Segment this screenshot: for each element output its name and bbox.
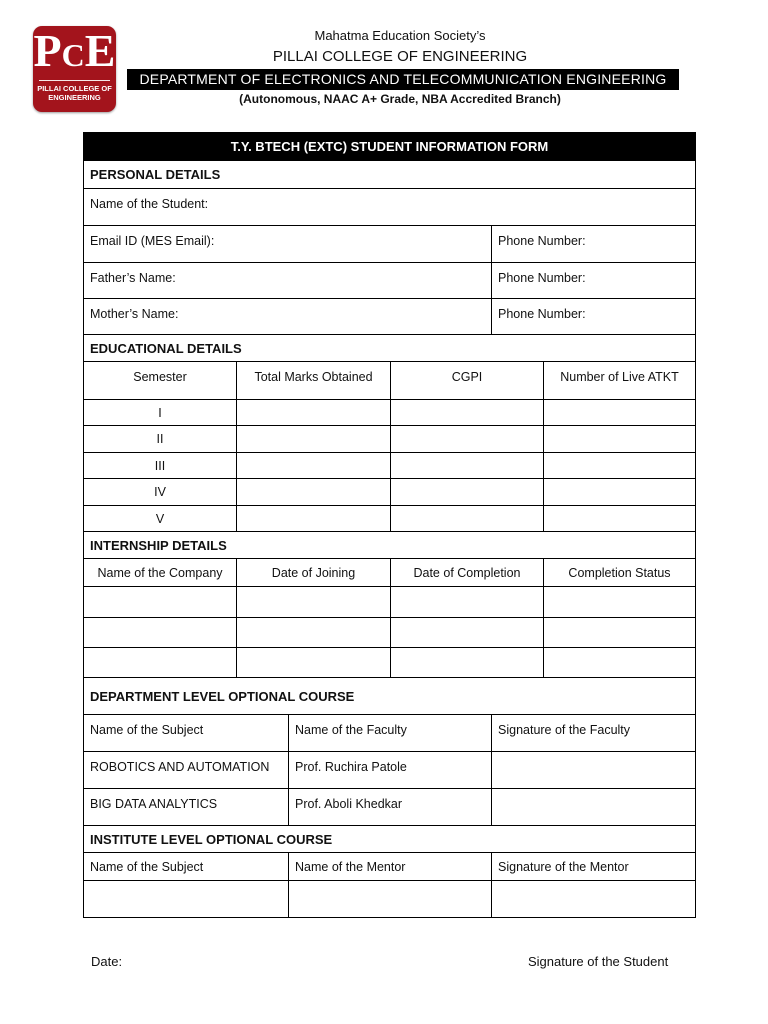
date-label: Date: (91, 954, 123, 969)
joining-date-cell[interactable] (237, 587, 391, 618)
mother-phone-field[interactable]: Phone Number: (492, 299, 696, 335)
intern-col-company: Name of the Company (84, 559, 237, 587)
father-name-field[interactable]: Father’s Name: (84, 263, 492, 299)
semester-label: IV (84, 479, 237, 506)
company-cell[interactable] (84, 587, 237, 618)
intern-col-completion: Date of Completion (391, 559, 544, 587)
inst-subject-cell[interactable] (84, 881, 289, 918)
atkt-cell[interactable] (544, 479, 696, 506)
semester-label: III (84, 453, 237, 479)
dept-course-heading: DEPARTMENT LEVEL OPTIONAL COURSE (84, 678, 696, 715)
joining-date-cell[interactable] (237, 618, 391, 648)
atkt-cell[interactable] (544, 426, 696, 453)
status-cell[interactable] (544, 587, 696, 618)
joining-date-cell[interactable] (237, 648, 391, 678)
student-information-form (83, 132, 695, 918)
personal-details-heading: PERSONAL DETAILS (84, 161, 696, 189)
cgpi-cell[interactable] (391, 426, 544, 453)
student-name-field[interactable]: Name of the Student: (84, 189, 696, 226)
faculty-signature-cell[interactable] (492, 752, 696, 789)
dept-subject-cell: ROBOTICS AND AUTOMATION (84, 752, 289, 789)
college-name: PILLAI COLLEGE OF ENGINEERING (272, 48, 528, 65)
status-cell[interactable] (544, 618, 696, 648)
inst-course-heading: INSTITUTE LEVEL OPTIONAL COURSE (84, 826, 696, 853)
cgpi-cell[interactable] (391, 506, 544, 532)
college-logo (33, 26, 116, 112)
student-signature-label: Signature of the Student (528, 954, 669, 969)
semester-label: I (84, 400, 237, 426)
dept-subject-cell: BIG DATA ANALYTICS (84, 789, 289, 826)
dept-col-signature: Signature of the Faculty (492, 715, 696, 752)
atkt-cell[interactable] (544, 506, 696, 532)
semester-label: II (84, 426, 237, 453)
inst-col-mentor: Name of the Mentor (289, 853, 492, 881)
inst-col-signature: Signature of the Mentor (492, 853, 696, 881)
intern-col-status: Completion Status (544, 559, 696, 587)
semester-label: V (84, 506, 237, 532)
email-field[interactable]: Email ID (MES Email): (84, 226, 492, 263)
marks-cell[interactable] (237, 400, 391, 426)
dept-col-faculty: Name of the Faculty (289, 715, 492, 752)
dept-col-subject: Name of the Subject (84, 715, 289, 752)
atkt-cell[interactable] (544, 400, 696, 426)
marks-cell[interactable] (237, 479, 391, 506)
dept-faculty-cell: Prof. Aboli Khedkar (289, 789, 492, 826)
completion-date-cell[interactable] (391, 618, 544, 648)
cgpi-cell[interactable] (391, 479, 544, 506)
marks-cell[interactable] (237, 506, 391, 532)
dept-faculty-cell: Prof. Ruchira Patole (289, 752, 492, 789)
mother-name-field[interactable]: Mother’s Name: (84, 299, 492, 335)
status-cell[interactable] (544, 648, 696, 678)
mentor-signature-cell[interactable] (492, 881, 696, 918)
intern-col-joining: Date of Joining (237, 559, 391, 587)
logo-divider (39, 80, 110, 81)
father-phone-field[interactable]: Phone Number: (492, 263, 696, 299)
department-banner: DEPARTMENT OF ELECTRONICS AND TELECOMMUNICATION ENGINEERING (127, 69, 679, 90)
form-title: T.Y. BTECH (EXTC) STUDENT INFORMATION FORM (84, 133, 696, 161)
edu-col-semester: Semester (84, 362, 237, 400)
logo-college-name: PILLAI COLLEGE OF ENGINEERING (37, 84, 112, 102)
edu-col-marks: Total Marks Obtained (237, 362, 391, 400)
marks-cell[interactable] (237, 453, 391, 479)
cgpi-cell[interactable] (391, 400, 544, 426)
logo-letters: PCE (33, 25, 116, 76)
student-phone-field[interactable]: Phone Number: (492, 226, 696, 263)
cgpi-cell[interactable] (391, 453, 544, 479)
marks-cell[interactable] (237, 426, 391, 453)
company-cell[interactable] (84, 648, 237, 678)
company-cell[interactable] (84, 618, 237, 648)
educational-details-heading: EDUCATIONAL DETAILS (84, 335, 696, 362)
edu-col-cgpi: CGPI (391, 362, 544, 400)
atkt-cell[interactable] (544, 453, 696, 479)
internship-details-heading: INTERNSHIP DETAILS (84, 532, 696, 559)
completion-date-cell[interactable] (391, 587, 544, 618)
inst-col-subject: Name of the Subject (84, 853, 289, 881)
form-table (83, 132, 696, 918)
edu-col-atkt: Number of Live ATKT (544, 362, 696, 400)
society-name: Mahatma Education Society’s (314, 28, 486, 43)
accreditation-line: (Autonomous, NAAC A+ Grade, NBA Accredited Branch) (239, 92, 561, 106)
completion-date-cell[interactable] (391, 648, 544, 678)
faculty-signature-cell[interactable] (492, 789, 696, 826)
inst-mentor-cell[interactable] (289, 881, 492, 918)
